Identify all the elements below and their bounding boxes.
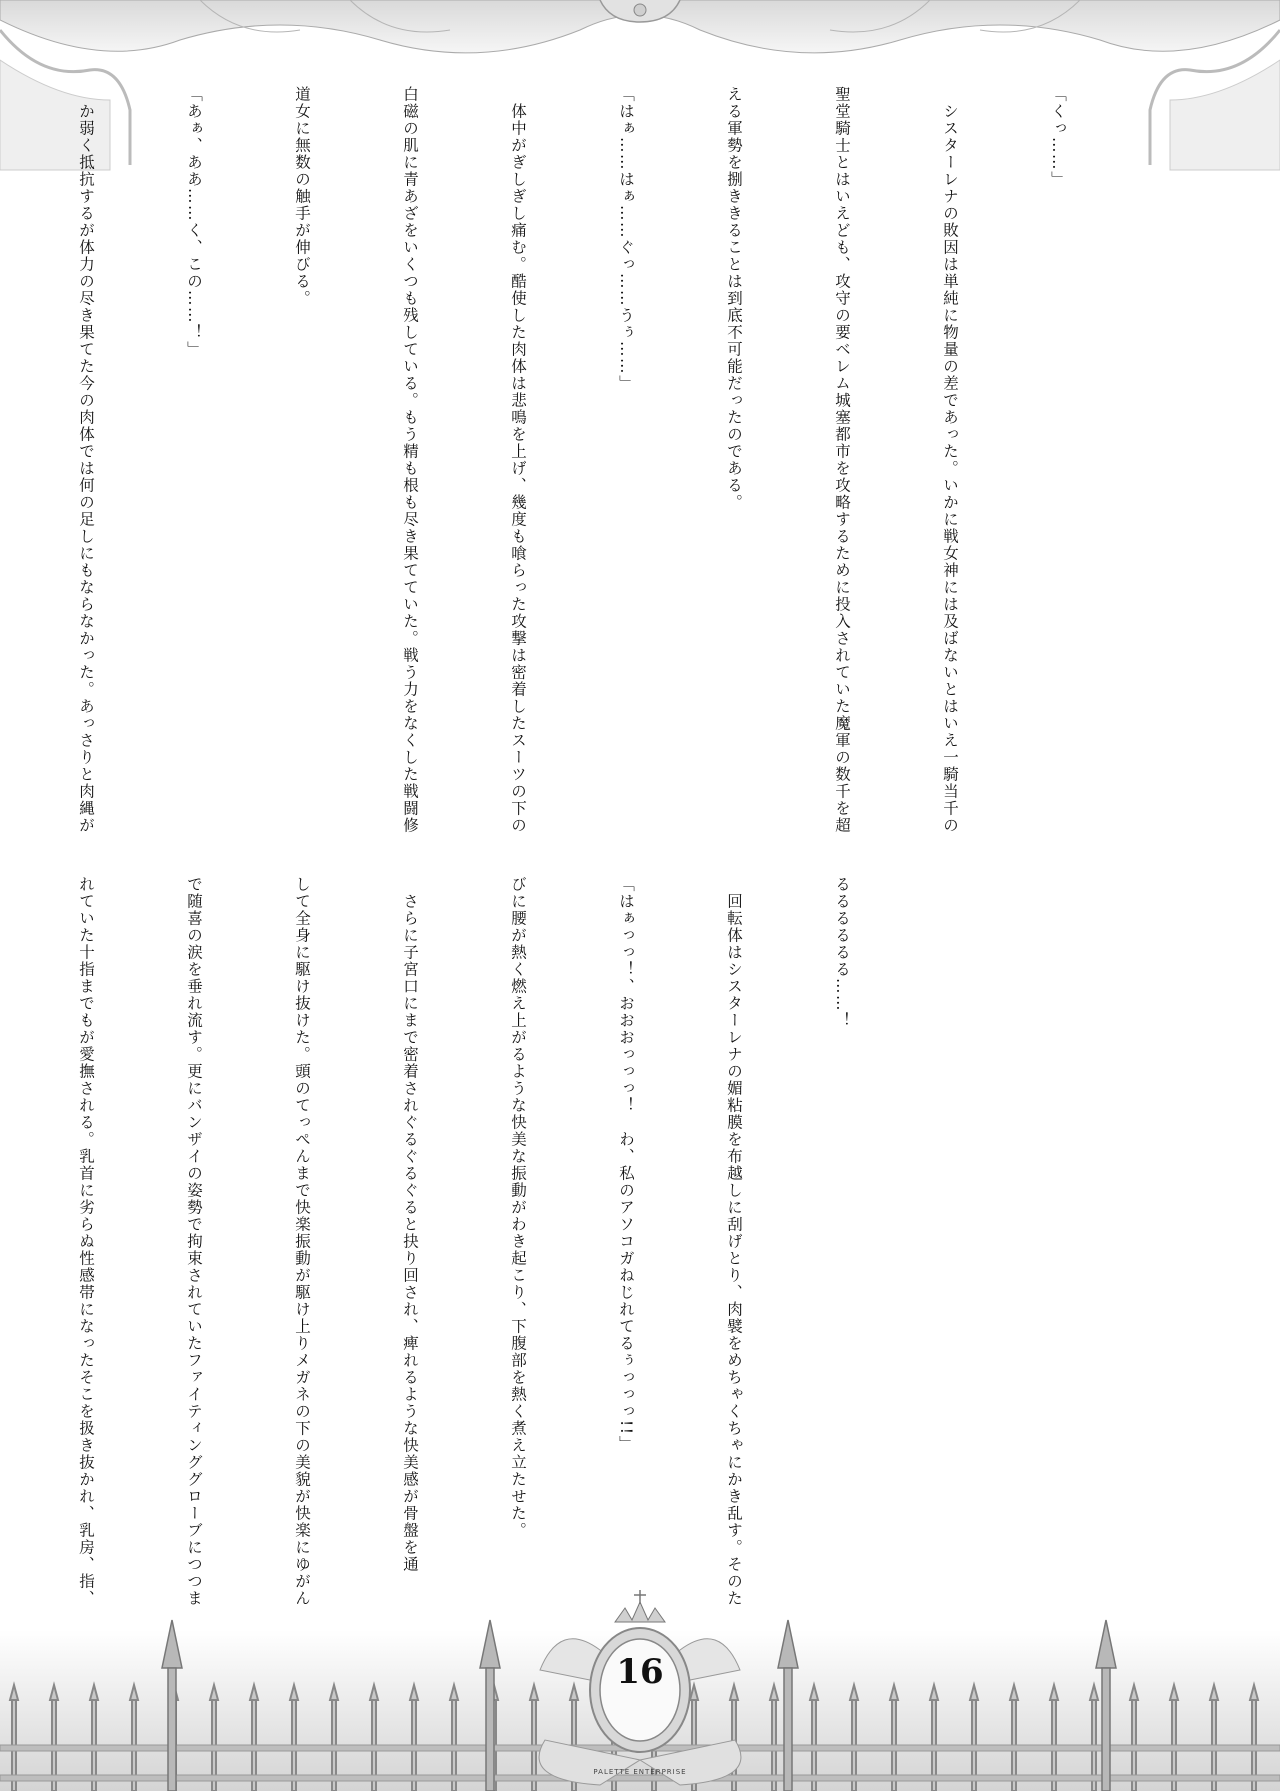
paragraph: れていた十指までもが愛撫される。乳首に劣らぬ性感帯になったそこを扱き抜かれ、乳房、指、 — [77, 876, 95, 1607]
paragraph: さらに子宮口にまで密着されぐるぐるぐると抉り回され、痺れるような快美感が骨盤を通 — [401, 876, 419, 1573]
paragraph: える軍勢を捌ききることは到底不可能だったのである。 — [725, 86, 743, 511]
paragraph: 「はぁ……はぁ……ぐっ……うぅ……」 — [617, 86, 635, 392]
paragraph: で随喜の涙を垂れ流す。更にバンザイの姿勢で拘束されていたファイティンググローブにつつま — [185, 876, 203, 1607]
paragraph: シスターレナの敗因は単純に物量の差であった。いかに戦女神には及ばないとはいえ一騎当千の — [941, 86, 959, 834]
paragraph: 道女に無数の触手が伸びる。 — [293, 86, 311, 307]
publisher-label: PALETTE ENTERPRISE — [593, 1768, 687, 1776]
paragraph: 「はぁっっ！、おおおっっっ！ わ、私のアソコガねじれてるぅっっっ!!」 — [617, 876, 635, 1453]
page-number: 16 — [616, 1652, 664, 1692]
paragraph: 体中がぎしぎし痛む。酷使した肉体は悲鳴を上げ、幾度も喰らった攻撃は密着したスーツの下の — [509, 86, 527, 834]
paragraph: びに腰が熱く燃え上がるような快美な振動がわき起こり、下腹部を熱く煮え立たせた。 — [509, 876, 527, 1539]
paragraph: 「あぁ、ああ……く、この……！」 — [185, 86, 203, 358]
paragraph: して全身に駆け抜けた。頭のてっぺんまで快楽振動が駆け上りメガネの下の美貌が快楽にゆがん — [293, 876, 311, 1607]
lower-text-block — [77, 876, 932, 1644]
paragraph: 「くっ……」 — [1049, 86, 1067, 188]
paragraph: か弱く抵抗するが体力の尽き果てた今の肉体では何の足しにもならなかった。あっさりと肉縄が — [77, 86, 95, 834]
paragraph: るるるるるる……！ — [833, 876, 851, 1029]
paragraph: 白磁の肌に青あざをいくつも残している。もう精も根も尽き果てていた。戦う力をなくした戦闘修 — [401, 86, 419, 834]
paragraph: 聖堂騎士とはいえども、攻守の要ベレム城塞都市を攻略するために投入されていた魔軍の数千を超 — [833, 86, 851, 834]
paragraph: 回転体はシスターレナの媚粘膜を布越しに刮げとり、肉襞をめちゃくちゃにかき乱す。そのた — [725, 876, 743, 1607]
upper-text-block — [77, 86, 1148, 856]
